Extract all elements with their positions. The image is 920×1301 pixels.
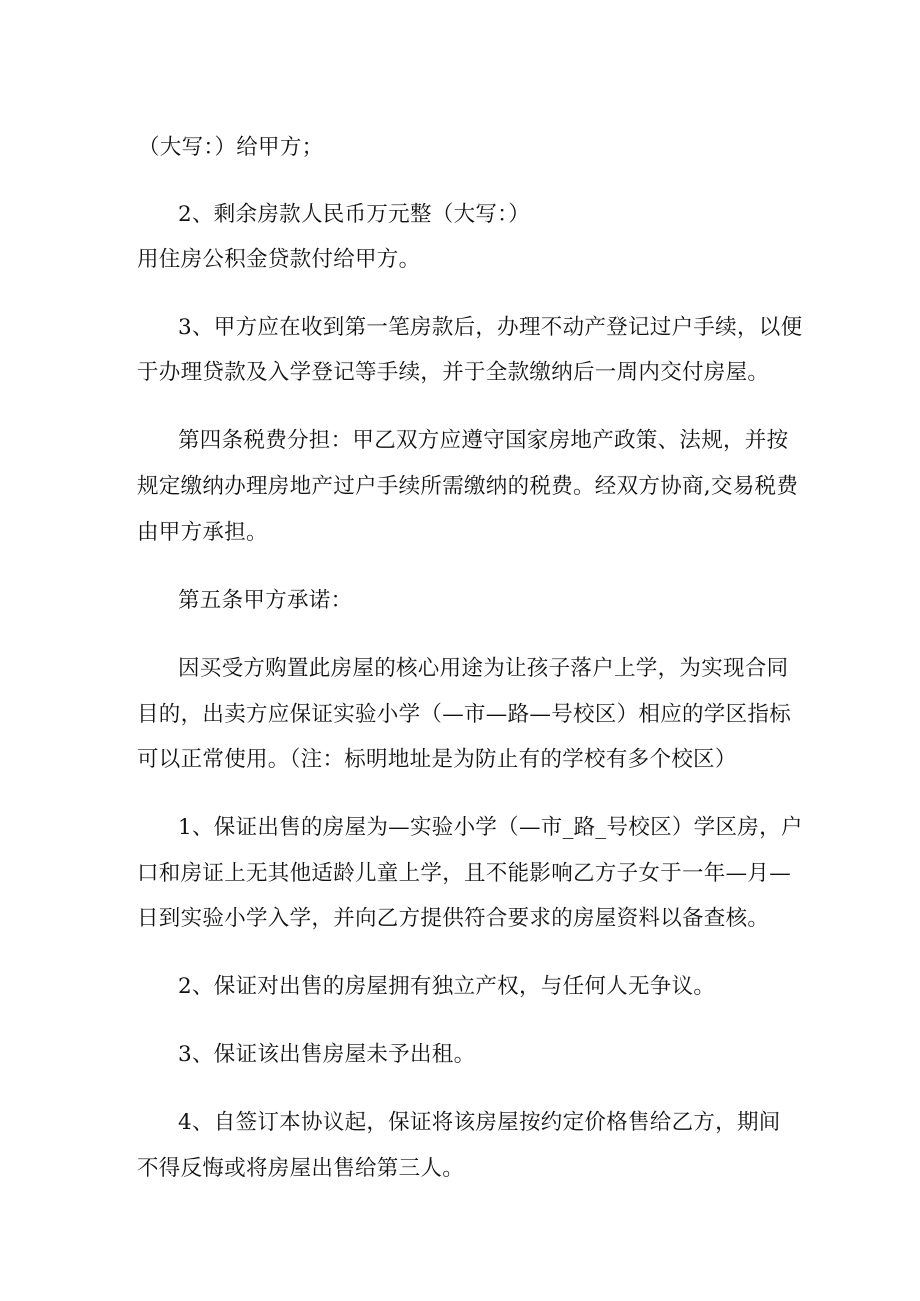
text-line: 由甲方承担。 [137,520,268,545]
text-line: 3、甲方应在收到第一笔房款后，办理不动产登记过户手续，以便 [178,315,803,340]
text-line: 2、剩余房款人民币万元整（大写：） [178,202,531,227]
text-line: 1、保证出售的房屋为—实验小学（—市_路_号校区）学区房，户 [178,815,803,840]
text-line: 目的，出卖方应保证实验小学（—市—路—号校区）相应的学区指标 [137,702,792,727]
text-line: 第四条税费分担：甲乙双方应遵守国家房地产政策、法规，并按 [178,428,789,453]
text-line: 口和房证上无其他适龄儿童上学，且不能影响乙方子女于一年—月— [137,861,792,886]
text-line: 因买受方购置此房屋的核心用途为让孩子落户上学，为实现合同 [178,656,789,681]
text-line: 2、保证对出售的房屋拥有独立产权，与任何人无争议。 [178,974,716,999]
text-line: 规定缴纳办理房地产过户手续所需缴纳的税费。经双方协商,交易税费 [137,474,799,499]
text-line: 4、自签订本协议起，保证将该房屋按约定价格售给乙方，期间 [178,1110,781,1135]
text-line: 3、保证该出售房屋未予出租。 [178,1042,476,1067]
text-line: 可以正常使用。（注：标明地址是为防止有的学校有多个校区） [137,747,737,772]
text-line: 第五条甲方承诺： [178,588,353,613]
text-line: 于办理贷款及入学登记等手续，并于全款缴纳后一周内交付房屋。 [137,360,770,385]
text-line: （大写：）给甲方； [138,135,324,160]
text-line: 用住房公积金贷款付给甲方。 [137,247,421,272]
text-line: 日到实验小学入学，并向乙方提供符合要求的房屋资料以备查核。 [137,906,770,931]
text-line: 不得反悔或将房屋出售给第三人。 [137,1156,465,1181]
